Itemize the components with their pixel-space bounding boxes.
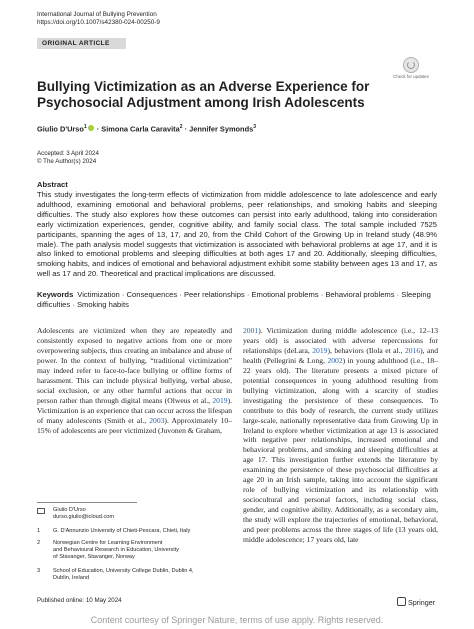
publisher-logo [397, 596, 435, 607]
check-for-updates-badge[interactable] [393, 57, 429, 79]
footnote-divider [37, 502, 137, 503]
author-separator: · [182, 124, 190, 134]
publisher-name: Springer [408, 598, 436, 607]
author-list [37, 123, 256, 133]
email-icon [37, 507, 47, 516]
body-column-right [243, 326, 438, 545]
accepted-date: Accepted: 3 April 2024 [37, 150, 99, 157]
article-title: Bullying Victimization as an Adverse Experience for Psychosocial Adjustment among Irish Adolescents [37, 79, 370, 110]
contact-email[interactable]: durso.giulio@icloud.com [53, 514, 115, 520]
body-text: Adolescents are victimized when they are repeatedly and consistently exposed to negative actions from one or more overpowering subjects, thus creating an imbalance and abuse of power. In the context of bullying, “traditional victimization” may indeed refer to face-to-face bullying or offline forms of harassment. This can include physical bullying, verbal abuse, social exclusion, or any other harmful actions that occur in person rather than through digital means (Olweus et al., [37, 326, 232, 405]
journal-name: International Journal of Bullying Prevention [37, 11, 157, 18]
copyright-line: © The Author(s) 2024 [37, 158, 97, 165]
affiliation-text: Norwegian Centre for Learning Environment [53, 540, 163, 546]
body-text: ). Approximately 10–15% of adolescents are peer victimized (Juvonen & Graham, [37, 415, 232, 435]
author-separator: · [94, 124, 102, 134]
citation-link[interactable]: 2002 [327, 355, 343, 365]
body-text: ), behaviors (Ilola et al., [327, 345, 405, 355]
doi-link[interactable]: https://doi.org/10.1007/s42380-024-00250-9 [37, 19, 160, 26]
body-text: ), and health (Pellegrini & Long, [243, 345, 438, 365]
affiliation-text: School of Education, University College Dublin, Dublin 4, [53, 568, 194, 574]
affiliation-number: 2 [37, 540, 41, 546]
affiliation-text: and Behavioural Research in Education, University [53, 547, 179, 553]
article-type-label: ORIGINAL ARTICLE [37, 38, 126, 49]
affiliation-text: Dublin, Ireland [53, 575, 90, 581]
affiliation-text: of Stavanger, Stavanger, Norway [53, 554, 135, 560]
affiliation-number: 1 [37, 528, 41, 534]
citation-link[interactable]: 2001 [243, 326, 259, 335]
affiliation-number: 3 [37, 568, 41, 574]
author-name[interactable]: Simona Carla Caravita [101, 124, 180, 134]
article-dates [37, 150, 99, 166]
author-affiliation-number: 2 [179, 124, 183, 130]
citation-link[interactable]: 2019 [212, 395, 228, 405]
orcid-icon[interactable] [88, 125, 94, 131]
abstract-heading: Abstract [37, 180, 68, 189]
author-affiliation-number: 1 [83, 124, 87, 130]
body-paragraph [243, 326, 438, 545]
author-name[interactable]: Jennifer Symonds [189, 124, 254, 134]
body-text: ) in young adulthood (i.e., 18–22 years old). The literature presents a mixed picture of potential consequences in young adulthood resulting from bullying victimization, along with a scarcity of studies investigating the persistence of these consequences. To contribute to this body of research, the current study utilizes large-scale, nationally representative data from Growing Up in Ireland to explore whether victimization at age 13 is associated with negative peer relationships, increased emotional and behavioral problems, and smoking and sleeping difficulties at age 17. This investigation further extends the literature by examining the persistence of these psychosocial difficulties at age 20 in an Irish sample, taking into account the significant role of bullying victimization and its relationship with sociocultural and personal factors, including social class, gender, and cognitive ability. Additionally, as a secondary aim, the study will explore the trajectories of emotional, behavioral, and peer problems across the three stages of life (13 years old, middle adolescence; 17 years old, late [243, 355, 438, 545]
published-date: Published online: 10 May 2024 [37, 597, 122, 604]
citation-link[interactable]: 2003 [149, 415, 165, 425]
author-name[interactable]: Giulio D'Urso [37, 124, 84, 134]
badge-label: Check for updates [393, 74, 429, 79]
keywords-list: Victimization · Consequences · Peer relationships · Emotional problems · Behavioral problems · Sleeping difficulties · Smoking habits [37, 290, 431, 309]
update-icon [403, 57, 419, 73]
abstract-text: This study investigates the long-term effects of victimization from middle adolescence to late adolescence and early adulthood, examining emotional and behavioral problems, peer relationships, and smoking habits and sleeping difficulties. The study also explores how these outcomes can persist into early adulthood, taking into consideration early victimization experiences, gender, cognitive ability, and family social class. The total sample included 7525 participants, spanning the ages of 13, 17, and 20, from the Child Cohort of the Growing Up in Ireland study (48.9% male). The path analysis model suggests that victimization is associated with behavioral problems at age 17, and it is also linked to emotional problems and sleeping difficulties at both ages 17 and 20. Additionally, sleeping difficulties, smoking habits, and indices of emotional and behavioral adjustment exhibit some stability between ages 13 and 17, as well as 17 and 20. Theoretical and practical implications are discussed. [37, 190, 437, 279]
citation-link[interactable]: 2019 [312, 345, 328, 355]
contact-name: Giulio D'Urso [53, 507, 86, 513]
springer-horse-icon [397, 597, 406, 606]
body-text: ). Victimization during middle adolescence (i.e., 12–13 years old) is associated with adverse repercussions for relationships (deLara, [243, 326, 438, 355]
courtesy-notice: Content courtesy of Springer Nature, terms of use apply. Rights reserved. [90, 615, 384, 625]
author-affiliation-number: 3 [253, 124, 256, 130]
keywords-label: Keywords [37, 290, 74, 299]
body-text: ). Victimization is an experience that can occur across the lifespan of many adolescents (Smith et al., [37, 395, 232, 425]
citation-link[interactable]: 2016 [404, 345, 421, 355]
body-paragraph [37, 326, 232, 435]
keywords [37, 290, 437, 310]
affiliation-text: G. D'Annunzio University of Chieti-Pescara, Chieti, Italy [53, 528, 191, 534]
body-column-left [37, 326, 232, 435]
